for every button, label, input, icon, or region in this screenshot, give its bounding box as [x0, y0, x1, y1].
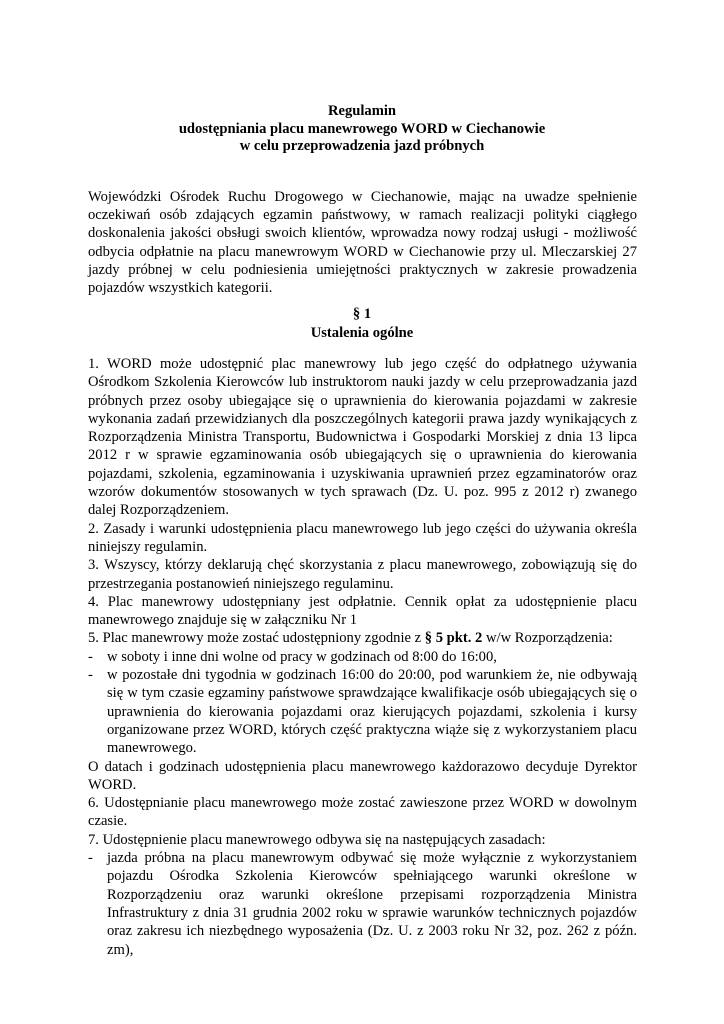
- point-5-reference: § 5 pkt. 2: [424, 630, 483, 647]
- list-item: [88, 849, 637, 959]
- point-2: 2. Zasady i warunki udostępnienia placu manewrowego lub jego części do używania określa niniejszy regulamin.: [88, 520, 637, 555]
- point-5-text-end: w/w Rozporządzenia:: [482, 630, 613, 647]
- point-1: 1. WORD może udostępnić plac manewrowy lub jego część do odpłatnego używania Ośrodkom Szkolenia Kierowców lub instruktorom nauki jazdy w celu przeprowadzania jazd próbnych przez osoby ubiegające się o uprawnienia do kierowania pojazdami w zakresie wykonania zadań przewidzianych dla poszczególnych kategorii prawa jazdy wynikających z Rozporządzenia Ministra Transportu, Budownictwa i Gospodarki Morskiej z dnia 13 lipca 2012 r w sprawie egzaminowania osób ubiegających się o uprawnienia do kierowania pojazdami, szkolenia, egzaminowania i uzyskiwania uprawnień przez egzaminatorów oraz wzorów dokumentów stosowanych w tych sprawach (Dz. U. poz. 995 z 2012 r) zwanego dalej Rozporządzeniem.: [88, 356, 637, 519]
- point-5-text: 5. Plac manewrowy może zostać udostępniony zgodnie z: [88, 630, 425, 647]
- title-line-3: w celu przeprowadzenia jazd próbnych: [239, 138, 485, 154]
- intro-paragraph: Wojewódzki Ośrodek Ruchu Drogowego w Ciechanowie, mając na uwadze spełnienie oczekiwań osób zdających egzamin państwowy, w ramach realizacji polityki ciągłego doskonalenia jakości obsługi swoich klientów, wprowadza nowy rodzaj usługi - możliwość odbycia odpłatnie na placu manewrowym WORD w Ciechanowie przy ul. Mleczarskiej 27 jazdy próbnej w celu podniesienia umiejętności praktycznych w zakresie prowadzenia pojazdów wszystkich kategorii.: [88, 189, 637, 297]
- title-line-1: Regulamin: [327, 103, 397, 119]
- list-item-text: w pozostałe dni tygodnia w godzinach 16:00 do 20:00, pod warunkiem że, nie odbywają się w tym czasie egzaminy państwowe sprawdzające kwalifikacje osób ubiegających się o uprawnienia do kierowania pojazdami oraz kierujących pojazdami, szkolenia i kursy organizowane przez WORD, których część praktyczna wiąże się z wykorzystaniem placu manewrowego.: [107, 667, 637, 757]
- point-5: [88, 629, 637, 647]
- list-item-text: jazda próbna na placu manewrowym odbywać się może wyłącznie z wykorzystaniem pojazdu Ośrodka Szkolenia Kierowców spełniającego warunki określone w Rozporządzeniu oraz warunki określone przepisami rozporządzenia Ministra Infrastruktury z dnia 31 grudnia 2002 roku w sprawie warunków technicznych pojazdów oraz zakresu ich niezbędnego wyposażenia (Dz. U. z 2003 roku Nr 32, poz. 262 z późn. zm),: [107, 850, 637, 958]
- point-7-list: [88, 849, 637, 959]
- dash-bullet: -: [88, 667, 93, 684]
- section-body: [88, 355, 637, 959]
- section-title: Ustalenia ogólne: [310, 324, 414, 341]
- point-5-list: [88, 648, 637, 758]
- list-item-text: w soboty i inne dni wolne od pracy w godzinach od 8:00 do 16:00,: [107, 648, 497, 665]
- document-title: [80, 103, 644, 156]
- point-6: 6. Udostępnianie placu manewrowego może zostać zawieszone przez WORD w dowolnym czasie.: [88, 795, 637, 830]
- list-item: [88, 648, 637, 666]
- dash-bullet: -: [88, 648, 93, 665]
- point-5-note: O datach i godzinach udostępnienia placu manewrowego każdorazowo decyduje Dyrektor WORD.: [88, 758, 637, 793]
- point-4: 4. Plac manewrowy udostępniany jest odpłatnie. Cennik opłat za udostępnienie placu manewrowego znajduje się w załączniku Nr 1: [88, 593, 637, 629]
- section-number: § 1: [352, 306, 372, 322]
- point-3: 3. Wszyscy, którzy deklarują chęć skorzystania z placu manewrowego, zobowiązują się do przestrzegania postanowień niniejszego regulaminu.: [88, 557, 637, 592]
- dash-bullet: -: [88, 850, 93, 867]
- section-heading: [80, 305, 644, 342]
- title-line-2: udostępniania placu manewrowego WORD w Ciechanowie: [178, 120, 546, 137]
- list-item: [88, 666, 637, 757]
- point-7: 7. Udostępnienie placu manewrowego odbywa się na następujących zasadach:: [88, 831, 546, 848]
